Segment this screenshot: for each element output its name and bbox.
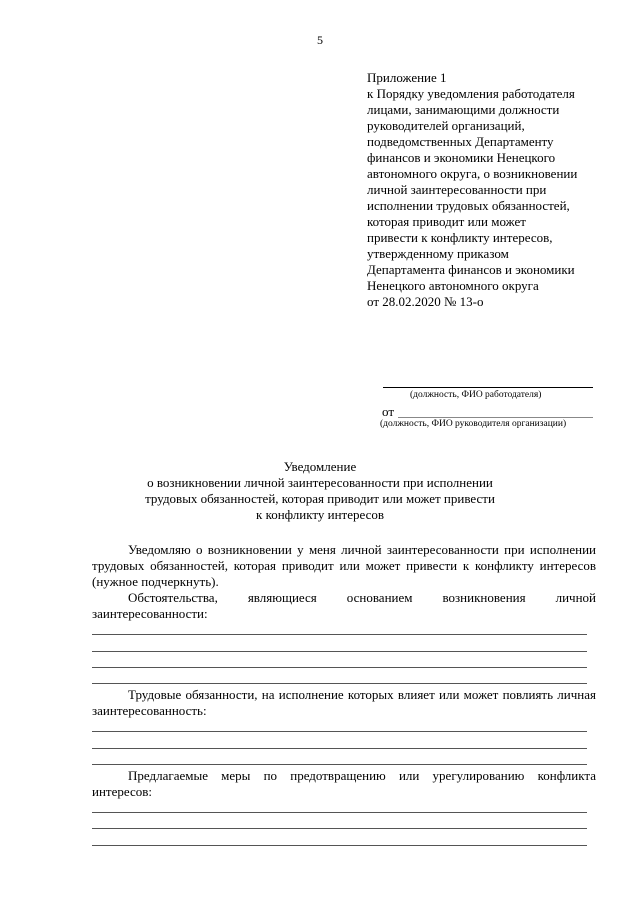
title-line: к конфликту интересов <box>256 507 384 522</box>
appendix-line: руководителей организаций, <box>367 118 525 133</box>
circumstances-line-2[interactable] <box>92 651 587 652</box>
appendix-line: к Порядку уведомления работодателя <box>367 86 575 101</box>
appendix-line: утвержденному приказом <box>367 246 509 261</box>
employer-line[interactable] <box>383 387 593 388</box>
circumstances-label-cont: заинтересованности: <box>92 606 208 621</box>
appendix-line: привести к конфликту интересов, <box>367 230 553 245</box>
appendix-line: личной заинтересованности при <box>367 182 547 197</box>
measures-line-2[interactable] <box>92 828 587 829</box>
employer-caption: (должность, ФИО работодателя) <box>410 390 542 400</box>
page-number: 5 <box>317 33 323 47</box>
duties-line-2[interactable] <box>92 748 587 749</box>
head-caption: (должность, ФИО руководителя организации) <box>380 419 567 429</box>
appendix-line: финансов и экономики Ненецкого <box>367 150 556 165</box>
duties-line-1[interactable] <box>92 731 587 732</box>
measures-line-3[interactable] <box>92 845 587 846</box>
appendix-line: которая приводит или может <box>367 214 526 229</box>
circumstances-line-3[interactable] <box>92 667 587 668</box>
appendix-block <box>367 70 632 310</box>
measures-label: Предлагаемые меры по предотвращению или урегулированию конфликта интересов: <box>92 768 596 799</box>
appendix-line: автономного округа, о возникновении <box>367 166 578 181</box>
appendix-line: Ненецкого автономного округа <box>367 278 539 293</box>
title-line: Уведомление <box>283 459 357 474</box>
appendix-line: подведомственных Департаменту <box>367 134 554 149</box>
notify-paragraph: Уведомляю о возникновении у меня личной заинтересованности при исполнении трудовых обязанностей, которая приводит или может привести к конфликту интересов (нужное подчеркнуть). <box>92 542 596 589</box>
measures-line-1[interactable] <box>92 812 587 813</box>
title-line: о возникновении личной заинтересованности при исполнении <box>147 475 493 490</box>
from-label: от <box>382 404 395 419</box>
appendix-line: Департамента финансов и экономики <box>367 262 575 277</box>
title-line: трудовых обязанностей, которая приводит или может привести <box>145 491 495 506</box>
circumstances-label: Обстоятельства, являющиеся основанием возникновения личной <box>128 590 596 605</box>
duties-label: Трудовые обязанности, на исполнение которых влияет или может повлиять личная заинтересованность: <box>92 687 596 718</box>
circumstances-line-4[interactable] <box>92 683 587 684</box>
duties-line-3[interactable] <box>92 764 587 765</box>
appendix-line: исполнении трудовых обязанностей, <box>367 198 570 213</box>
circumstances-line-1[interactable] <box>92 634 587 635</box>
appendix-line: лицами, занимающими должности <box>367 102 560 117</box>
head-line[interactable] <box>398 417 593 418</box>
document-title <box>0 459 640 523</box>
appendix-line: от 28.02.2020 № 13-о <box>367 294 484 309</box>
appendix-line: Приложение 1 <box>367 70 447 85</box>
